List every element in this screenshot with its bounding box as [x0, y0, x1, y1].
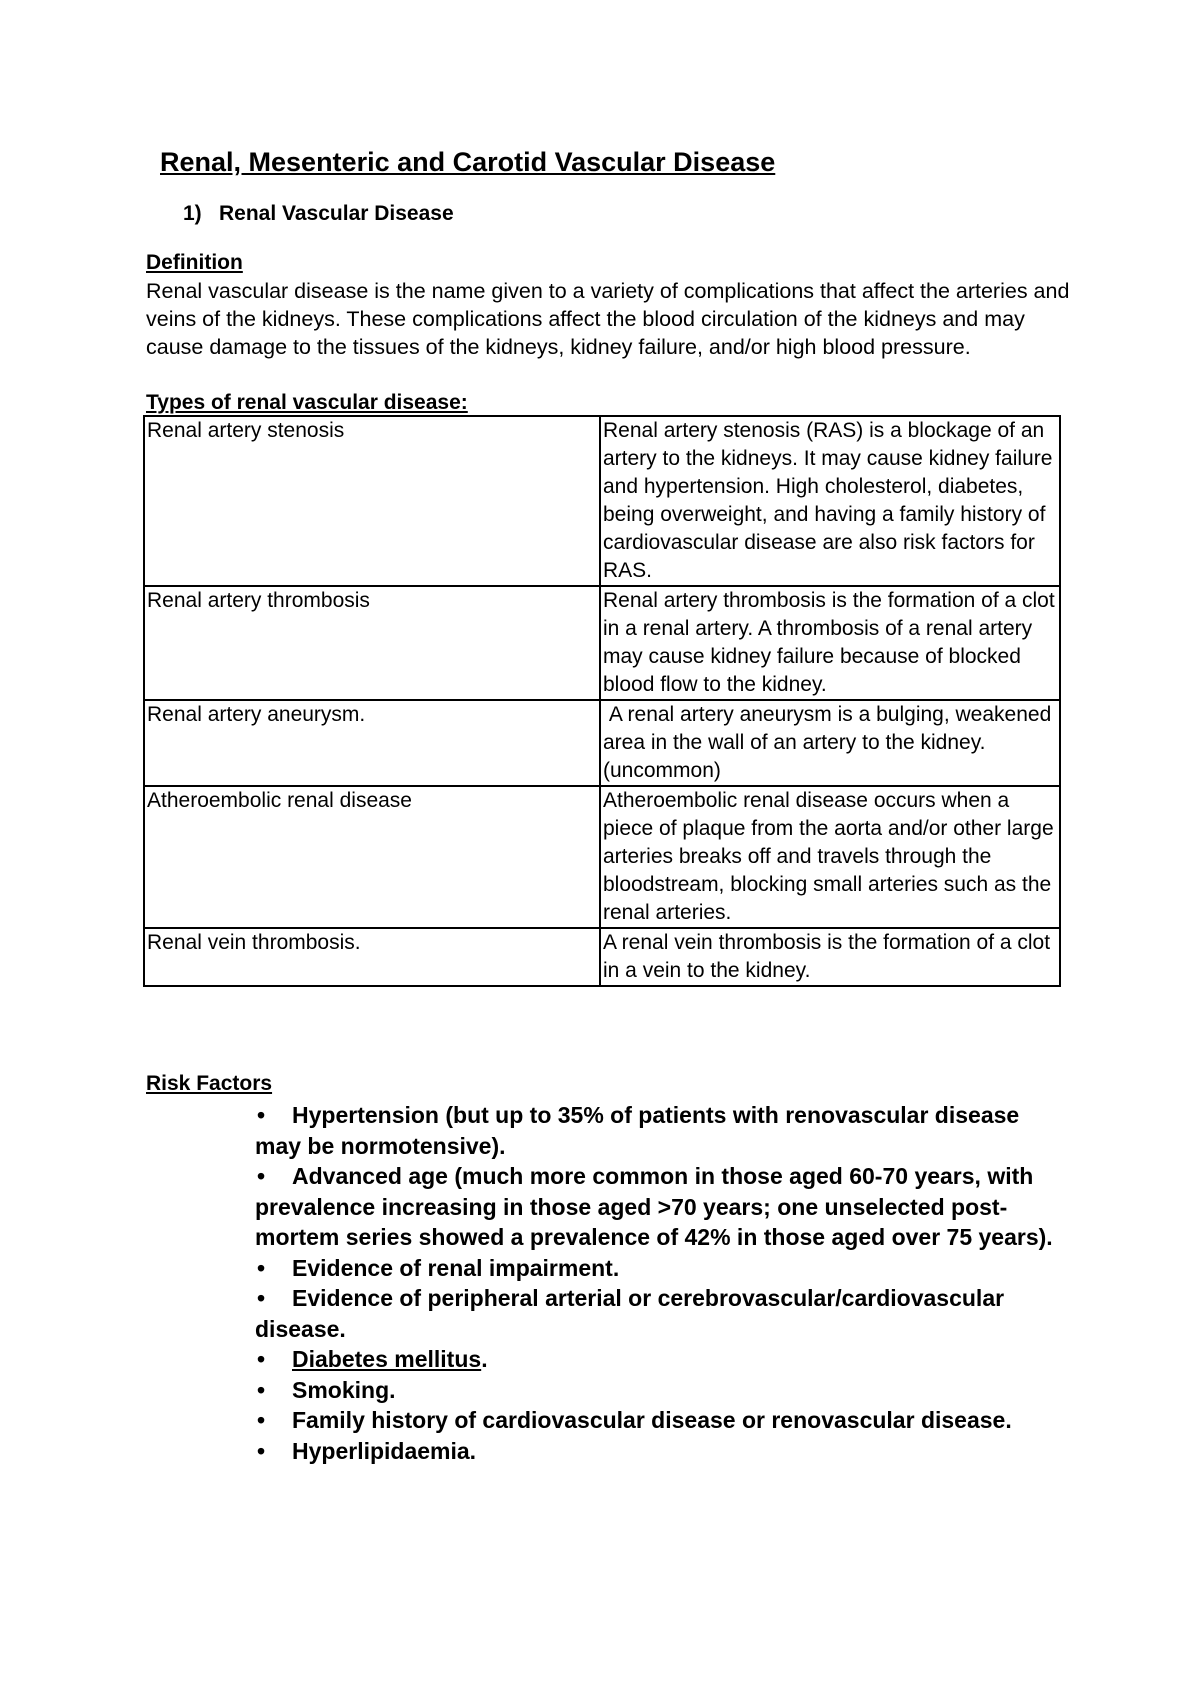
risk-factor-text: Hyperlipidaemia. [292, 1437, 477, 1464]
risk-factor-suffix: . [481, 1346, 488, 1372]
disease-name: Renal artery thrombosis [144, 586, 600, 700]
section-number: 1) [183, 202, 202, 225]
disease-description: Renal artery stenosis (RAS) is a blockage of an artery to the kidneys. It may cause kidney failure and hypertension. High cholesterol, diabetes, being overweight, and having a family history of cardiovascular disease are also risk factors for RAS. [600, 416, 1060, 586]
risk-factor-text: Evidence of peripheral arterial or cerebrovascular/cardiovascular disease. [255, 1285, 1005, 1342]
bullet-icon: • [257, 1254, 266, 1281]
bullet-icon: • [257, 1102, 266, 1128]
document-title: Renal, Mesenteric and Carotid Vascular Disease [160, 147, 776, 177]
risk-factor-text: Family history of cardiovascular disease or renovascular disease. [292, 1407, 1012, 1433]
bullet-icon: • [257, 1376, 266, 1403]
table-row [144, 586, 1060, 700]
table-row [144, 700, 1060, 786]
disease-name: Renal vein thrombosis. [144, 928, 600, 986]
disease-description: A renal vein thrombosis is the formation of a clot in a vein to the kidney. [600, 928, 1060, 986]
list-item [255, 1344, 1065, 1375]
list-item [255, 1283, 1065, 1344]
bullet-icon: • [257, 1163, 266, 1189]
risk-factor-text: Smoking. [292, 1376, 396, 1403]
definition-label: Definition [146, 251, 243, 274]
list-item [255, 1253, 1065, 1284]
types-table [143, 415, 1061, 987]
risk-factor-text: Advanced age (much more common in those aged 60-70 years, with prevalence increasing in those aged >70 years; one unselected post-mortem series showed a prevalence of 42% in those aged over 75 years). [255, 1163, 1053, 1250]
list-item [255, 1375, 1065, 1406]
types-label: Types of renal vascular disease: [146, 391, 468, 414]
disease-description: A renal artery aneurysm is a bulging, weakened area in the wall of an artery to the kidney. (uncommon) [600, 700, 1060, 786]
risk-factors-label: Risk Factors [146, 1072, 273, 1095]
risk-factors-list [255, 1100, 1065, 1466]
disease-name: Renal artery aneurysm. [144, 700, 600, 786]
bullet-icon: • [257, 1285, 266, 1311]
diabetes-mellitus-link[interactable]: Diabetes mellitus [292, 1346, 482, 1372]
table-row [144, 416, 1060, 586]
list-item [255, 1405, 1065, 1436]
bullet-icon: • [257, 1437, 266, 1464]
table-row [144, 928, 1060, 986]
disease-description: Atheroembolic renal disease occurs when a piece of plaque from the aorta and/or other large arteries breaks off and travels through the bloodstream, blocking small arteries such as the renal arteries. [600, 786, 1060, 928]
section-title: Renal Vascular Disease [219, 202, 454, 225]
list-item [255, 1436, 1065, 1467]
disease-description: Renal artery thrombosis is the formation of a clot in a renal artery. A thrombosis of a renal artery may cause kidney failure because of blocked blood flow to the kidney. [600, 586, 1060, 700]
disease-name: Atheroembolic renal disease [144, 786, 600, 928]
list-item [255, 1100, 1065, 1161]
section-heading [183, 200, 454, 228]
disease-name: Renal artery stenosis [144, 416, 600, 586]
risk-factor-text: Hypertension (but up to 35% of patients with renovascular disease may be normotensive). [255, 1102, 1020, 1159]
table-row [144, 786, 1060, 928]
bullet-icon: • [257, 1407, 266, 1433]
definition-text: Renal vascular disease is the name given to a variety of complications that affect the arteries and veins of the kidneys. These complications affect the blood circulation of the kidneys and may cause damage to the tissues of the kidneys, kidney failure, and/or high blood pressure. [146, 279, 1070, 359]
bullet-icon: • [257, 1346, 266, 1372]
risk-factor-text: Evidence of renal impairment. [292, 1254, 620, 1281]
list-item [255, 1161, 1065, 1253]
